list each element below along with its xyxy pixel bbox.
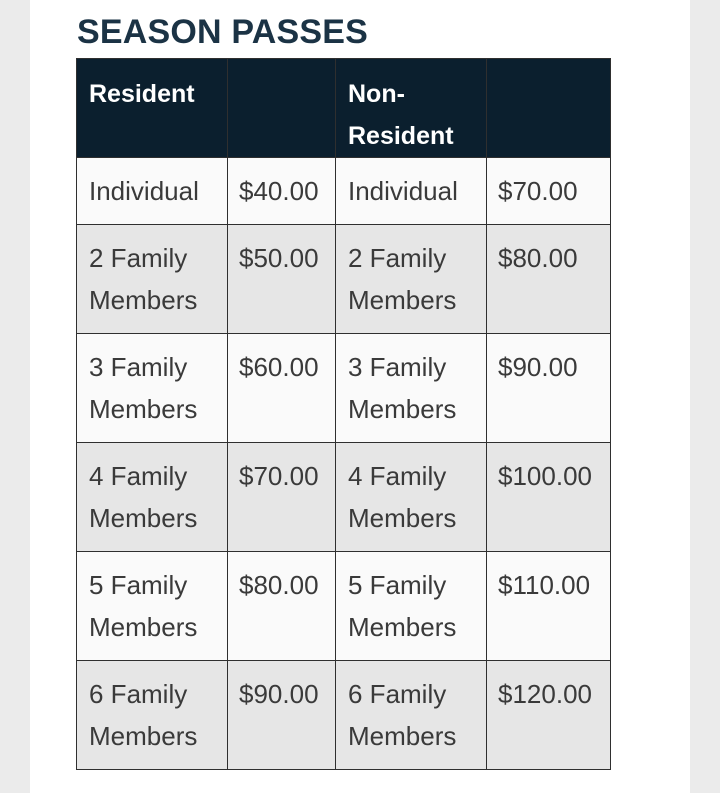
non-resident-pass-price: $70.00 [487, 158, 611, 225]
non-resident-pass-price: $80.00 [487, 225, 611, 334]
non-resident-pass-label: 5 Family Members [336, 552, 487, 661]
section-title: SEASON PASSES [77, 13, 369, 51]
header-non-resident: Non-Resident [336, 59, 487, 158]
table-header-row [77, 59, 611, 158]
non-resident-pass-price: $100.00 [487, 443, 611, 552]
table-row [77, 661, 611, 770]
non-resident-pass-label: 2 Family Members [336, 225, 487, 334]
table-row [77, 158, 611, 225]
resident-pass-price: $80.00 [228, 552, 336, 661]
resident-pass-label: 5 Family Members [77, 552, 228, 661]
resident-pass-label: 6 Family Members [77, 661, 228, 770]
non-resident-pass-price: $90.00 [487, 334, 611, 443]
non-resident-pass-price: $120.00 [487, 661, 611, 770]
resident-pass-price: $70.00 [228, 443, 336, 552]
table-row [77, 552, 611, 661]
resident-pass-price: $50.00 [228, 225, 336, 334]
resident-pass-price: $90.00 [228, 661, 336, 770]
non-resident-pass-label: 3 Family Members [336, 334, 487, 443]
non-resident-pass-label: Individual [336, 158, 487, 225]
header-resident-price [228, 59, 336, 158]
resident-pass-label: 3 Family Members [77, 334, 228, 443]
table-row [77, 334, 611, 443]
resident-pass-label: 4 Family Members [77, 443, 228, 552]
header-resident: Resident [77, 59, 228, 158]
table-row [77, 225, 611, 334]
resident-pass-price: $60.00 [228, 334, 336, 443]
season-pass-table [76, 58, 611, 770]
resident-pass-label: 2 Family Members [77, 225, 228, 334]
non-resident-pass-price: $110.00 [487, 552, 611, 661]
header-non-resident-price [487, 59, 611, 158]
resident-pass-price: $40.00 [228, 158, 336, 225]
non-resident-pass-label: 6 Family Members [336, 661, 487, 770]
non-resident-pass-label: 4 Family Members [336, 443, 487, 552]
table-row [77, 443, 611, 552]
resident-pass-label: Individual [77, 158, 228, 225]
